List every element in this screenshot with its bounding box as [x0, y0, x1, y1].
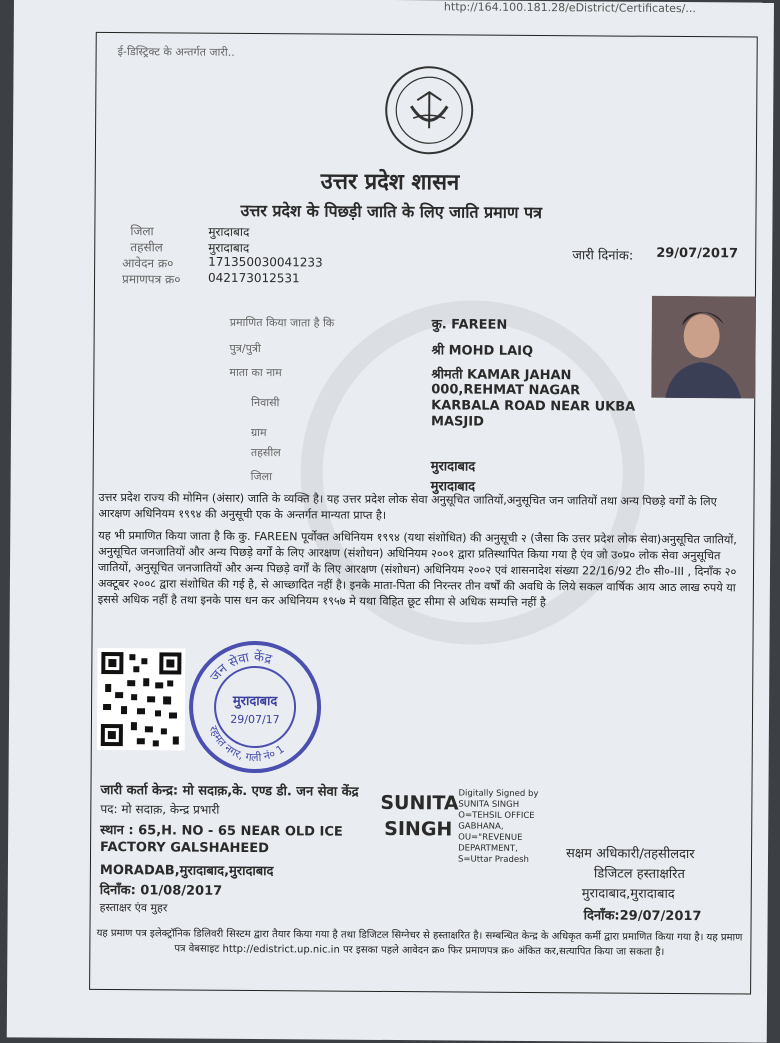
- application-label: आवेदन क्र०: [122, 254, 173, 271]
- certify-label: प्रमाणित किया जाता है कि: [230, 315, 335, 331]
- seal-date-text: 29/07/17: [230, 713, 279, 726]
- detail-tehsil-value: मुरादाबाद: [431, 456, 476, 474]
- resident-label: निवासी: [251, 395, 279, 410]
- detail-district-label: जिला: [251, 469, 272, 484]
- mother-name: श्रीमती KAMAR JAHAN: [431, 364, 571, 383]
- qr-code: [97, 648, 186, 751]
- mother-label: माता का नाम: [229, 365, 281, 380]
- issuing-center: जारी कर्ता केन्द्र: मो सदाक़,के. एण्ड डी. जन सेवा केंद्र: [100, 780, 358, 800]
- district-label: जिला: [130, 222, 153, 239]
- address-line-2: KARBALA ROAD NEAR UKBA: [431, 398, 635, 414]
- issuer-place-3: MORADAB,मुरादाबाद,मुरादाबाद: [100, 860, 274, 879]
- applicant-name: कु. FAREEN: [432, 314, 508, 333]
- digital-sign-name-2: SINGH: [384, 818, 452, 840]
- issuer-date: दिनाँक: 01/08/2017: [100, 880, 223, 899]
- tehsil-label: तहसील: [130, 238, 163, 255]
- authority-digital: डिजिटल हस्ताक्षरित: [594, 863, 685, 882]
- detail-tehsil-label: तहसील: [251, 445, 281, 460]
- jan-seva-kendra-seal: [187, 639, 324, 776]
- issue-date-value: 29/07/2017: [656, 246, 738, 262]
- address-line-1: 000,REHMAT NAGAR: [431, 382, 580, 398]
- district-value: मुरादाबाद: [208, 223, 249, 240]
- up-govt-emblem-icon: [383, 64, 476, 157]
- application-value: 171350030041233: [208, 255, 323, 270]
- seal-center-text: मुरादाबाद: [232, 694, 279, 709]
- footer-note: यह प्रमाण पत्र इलेक्ट्रॉनिक डिलिवरी सिस्टम द्वारा तैयार किया गया है तथा डिजिटल सिग्नेचर से हस्ताक्षरित है। सम्बन्धित केन्द्र के अधिकृत कर्मी द्वारा प्रमाणित किया गया है। यह प्रमाण पत्र वेबसाइट http://edistrict.up.nic.in पर इसका पहले आवेदन क्र० फिर प्रमाणपत्र क्र० अंकित कर,सत्यापित किया जा सकता है।: [95, 926, 743, 961]
- address-line-3: MASJID: [431, 414, 484, 429]
- issue-date-label: जारी दिनांक:: [572, 245, 633, 263]
- certificate-title: उत्तर प्रदेश के पिछड़ी जाति के लिए जाति प्रमाण पत्र: [240, 199, 542, 223]
- tehsil-value: मुरादाबाद: [208, 239, 249, 256]
- certificate-no-value: 042173012531: [208, 271, 300, 286]
- seal-bottom-text: रहमत नगर, गली नं० 1: [206, 724, 287, 764]
- issuer-place-2: FACTORY GALSHAHEED: [100, 840, 269, 856]
- caste-statement: उत्तर प्रदेश राज्य की मोमिन (अंसार) जाति के व्यक्ति है। यह उत्तर प्रदेश लोक सेवा अनुसूचित जातियों,अनुसूचित जन जातियों तथा अन्य पिछड़े वर्गों के लिए आरक्षण अधिनियम १९९४ की अनुसूची एक के अन्तर्गत मान्यता प्राप्त है।: [98, 490, 746, 527]
- digital-sign-details: Digitally Signed by SUNITA SINGH O=TEHSIL OFFICE GABHANA, OU="REVENUE DEPARTMENT, S=Uttar Pradesh: [458, 788, 538, 866]
- issuer-place-1: स्थान : 65,H. NO - 65 NEAR OLD ICE: [100, 820, 343, 840]
- village-label: ग्राम: [251, 425, 267, 440]
- father-name: श्री MOHD LAIQ: [431, 340, 533, 359]
- creamy-layer-statement: यह भी प्रमाणित किया जाता है कि कु. FAREEN पूर्वोक्त अधिनियम १९९४ (यथा संशोधित) की अनुसूची २ (जैसा कि उत्तर प्रदेश लोक सेवा)अनुसूचित जातियों, अनुसूचित जनजातियों और अन्य पिछड़े वर्गों के लिए आरक्षण (संशोधन) अधिनियम २००१ द्वारा प्रतिस्थापित किया गया है एंव जो उ०प्र० लोक सेवा अनुसूचित जातियों, अनुसूचित जनजातियों और अन्य पिछड़े वर्गों के लिए आरक्षण (संशोधन) अधिनियम २००२ एवं शासनादेश संख्या 22/16/92 टी० सी०-III , दिनाँक २० अक्टूबर २००८ द्वारा संशोधित की गई है, से आच्छादित नहीं है। इनके माता-पिता की निरन्तर तीन वर्षों की अवधि के लिये सकल वार्षिक आय आठ लाख रुपये या इससे अधिक नहीं है तथा इनके पास धन कर अधिनियम १९५७ मे यथा विहित छूट सीमा से अधिक सम्पत्ति नहीं है: [98, 528, 747, 613]
- authority-place: मुरादाबाद,मुरादाबाद: [582, 883, 675, 902]
- govt-title: उत्तर प्रदेश शासन: [321, 165, 460, 196]
- authority-date: दिनाँक:29/07/2017: [584, 905, 702, 924]
- browser-url: http://164.100.181.28/eDistrict/Certificates/...: [444, 0, 696, 15]
- authority-title: सक्षम अधिकारी/तहसीलदार: [566, 843, 695, 862]
- signature-seal-label: हस्ताक्षर एंव मुहर: [100, 900, 168, 915]
- issuer-post: पद: मो सदाक़, केन्द्र प्रभारी: [100, 800, 219, 818]
- detail-district-value: मुरादाबाद: [431, 476, 476, 494]
- seal-top-text: जन सेवा केंद्र: [208, 649, 275, 685]
- certificate-paper: [7, 0, 774, 1043]
- issued-under-text: ई-डिस्ट्रिक्ट के अन्तर्गत जारी..: [118, 44, 235, 60]
- certificate-no-label: प्रमाणपत्र क्र०: [122, 270, 181, 287]
- applicant-photo: [651, 296, 756, 399]
- father-label: पुत्र/पुत्री: [230, 341, 261, 356]
- digital-sign-name-1: SUNITA: [380, 792, 458, 815]
